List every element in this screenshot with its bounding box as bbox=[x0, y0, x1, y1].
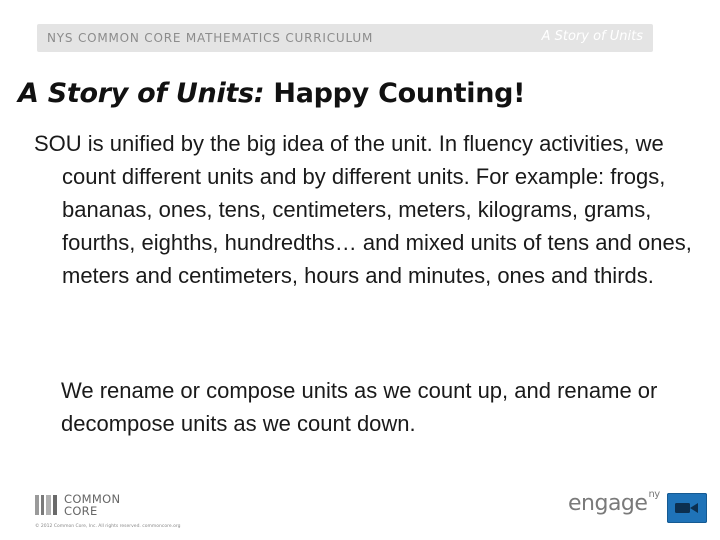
slide-title-rest: Happy Counting! bbox=[264, 78, 526, 109]
slide-title bbox=[18, 78, 525, 109]
engageny-logo bbox=[568, 488, 660, 516]
common-core-bars-icon bbox=[35, 495, 59, 515]
curriculum-label: NYS COMMON CORE MATHEMATICS CURRICULUM bbox=[47, 31, 374, 45]
common-core-logo bbox=[35, 493, 165, 519]
video-button[interactable] bbox=[667, 493, 707, 523]
logo-line-1: COMMON bbox=[64, 492, 121, 506]
header-bar bbox=[37, 24, 653, 52]
video-camera-icon bbox=[675, 502, 699, 514]
body-paragraph-1: SOU is unified by the big idea of the unit. In fluency activities, we count different units and by different units. For example: frogs, bananas, ones, tens, centimeters, meters, kilograms, grams, fourths, eighths, hundredths… and mixed units of tens and ones, meters and centimeters, hours and minutes, ones and thirds. bbox=[34, 131, 692, 288]
module-label: A Story of Units bbox=[541, 29, 643, 44]
common-core-text bbox=[64, 493, 120, 517]
engage-sup: ny bbox=[648, 488, 660, 500]
copyright-text: © 2012 Common Core, Inc. All rights reserved. commoncore.org bbox=[35, 524, 181, 529]
slide-title-italic: A Story of Units: bbox=[18, 78, 265, 109]
engage-text: engage bbox=[568, 491, 648, 516]
logo-line-2: CORE bbox=[64, 504, 98, 518]
body-paragraph-2: We rename or compose units as we count up, and rename or decompose units as we count down. bbox=[61, 378, 658, 436]
